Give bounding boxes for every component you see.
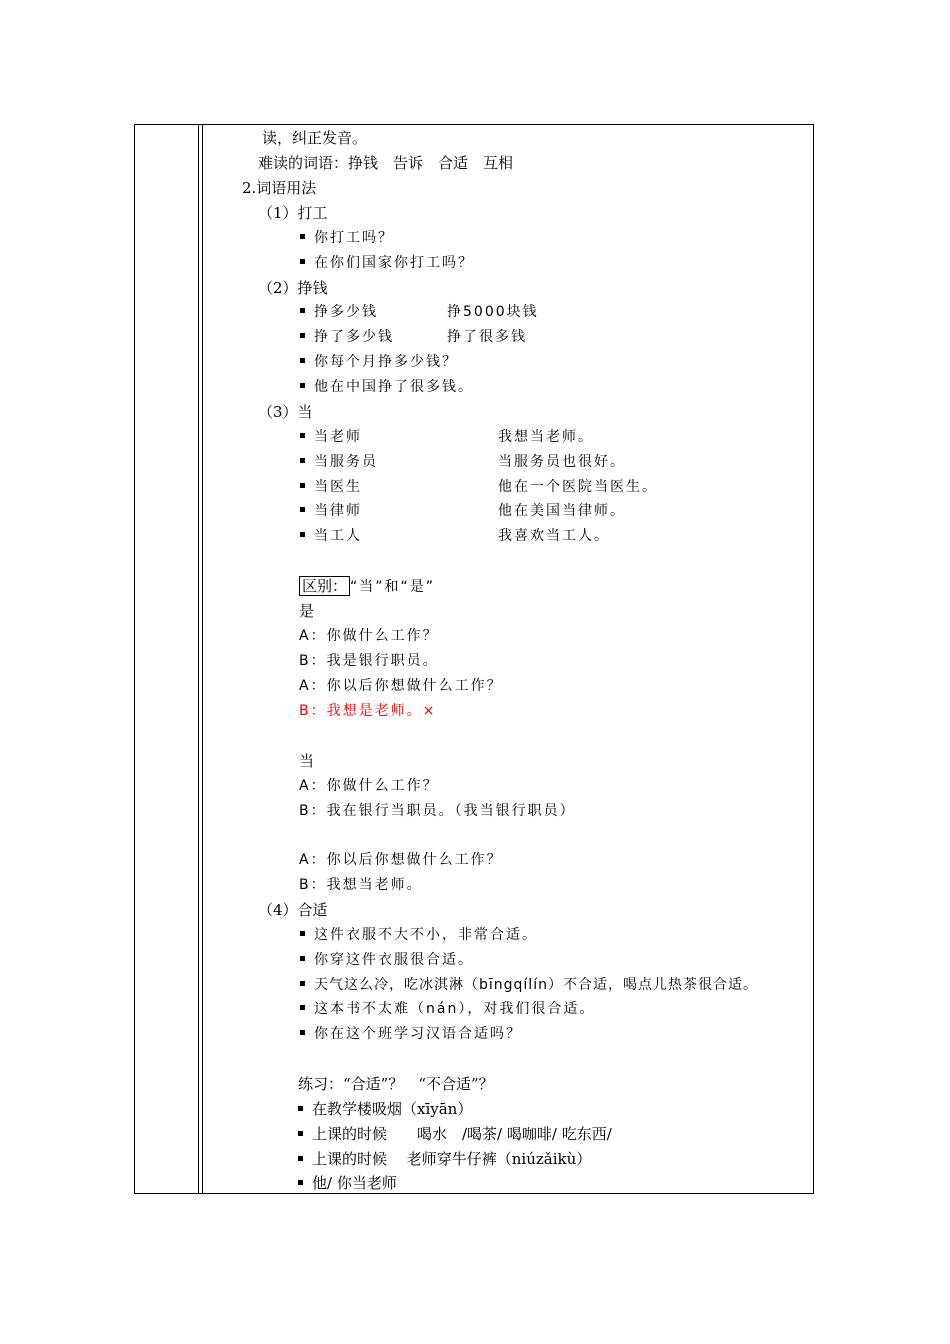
dang-label: 当 bbox=[299, 752, 315, 770]
dialogue-line: A：你以后你想做什么工作？ bbox=[299, 678, 503, 694]
bullet-icon bbox=[300, 333, 305, 338]
list-item: 挣了多少钱 bbox=[300, 327, 394, 347]
column-divider bbox=[198, 124, 199, 1194]
list-item-example: 他在美国当律师。 bbox=[498, 503, 626, 519]
practice-heading: 练习：“合适”？ “不合适”？ bbox=[298, 1075, 494, 1093]
bullet-icon bbox=[300, 507, 305, 512]
bullet-icon bbox=[300, 358, 305, 363]
bullet-icon bbox=[300, 383, 305, 388]
wrong-example: B：我想是老师。× bbox=[299, 703, 437, 719]
bullet-icon bbox=[300, 458, 305, 463]
list-item: 当医生 bbox=[300, 477, 362, 497]
dialogue-line: B：我是银行职员。 bbox=[299, 653, 439, 669]
bullet-icon bbox=[300, 308, 305, 313]
practice-item: 上课的时候 喝水 /喝茶/ 喝咖啡/ 吃东西/ bbox=[298, 1124, 612, 1144]
list-item: 当服务员 bbox=[300, 452, 378, 472]
list-item-example: 我想当老师。 bbox=[498, 429, 594, 445]
practice-item: 他/ 你当老师 bbox=[298, 1173, 397, 1193]
bullet-icon bbox=[300, 1005, 305, 1010]
list-item: 当律师 bbox=[300, 501, 362, 521]
list-item: 这件衣服不大不小，非常合适。 bbox=[300, 925, 538, 945]
bullet-icon bbox=[300, 259, 305, 264]
diff-heading: 区别： “当”和“是” bbox=[299, 576, 435, 597]
intro-line-2: 难读的词语：挣钱 告诉 合适 互相 bbox=[258, 154, 514, 172]
bullet-icon bbox=[298, 1156, 303, 1161]
practice-item: 在教学楼吸烟（xīyān） bbox=[298, 1099, 472, 1119]
bullet-icon bbox=[300, 1030, 305, 1035]
list-item: 当老师 bbox=[300, 427, 362, 447]
bullet-icon bbox=[300, 433, 305, 438]
list-item-example: 当服务员也很好。 bbox=[498, 454, 626, 470]
list-item: 天气这么冷，吃冰淇淋（bīngqílín）不合适，喝点儿热茶很合适。 bbox=[300, 975, 758, 995]
bullet-icon bbox=[300, 532, 305, 537]
section-title: 2.词语用法 bbox=[242, 179, 317, 197]
s2-heading: （2）挣钱 bbox=[258, 279, 328, 297]
list-item: 在你们国家你打工吗？ bbox=[300, 253, 474, 273]
s3-heading: （3）当 bbox=[258, 403, 313, 421]
s4-heading: （4）合适 bbox=[258, 901, 328, 919]
list-item: 挣多少钱 bbox=[300, 302, 378, 322]
intro-line-1: 读，纠正发音。 bbox=[262, 129, 368, 147]
list-item: 你每个月挣多少钱？ bbox=[300, 352, 458, 372]
s1-heading: （1）打工 bbox=[258, 204, 328, 222]
bullet-icon bbox=[298, 1106, 303, 1111]
list-item: 你穿这件衣服很合适。 bbox=[300, 950, 474, 970]
list-item-example: 挣5000块钱 bbox=[447, 304, 539, 320]
bullet-icon bbox=[298, 1131, 303, 1136]
dialogue-line: A：你做什么工作？ bbox=[299, 778, 439, 794]
bullet-icon bbox=[300, 931, 305, 936]
column-divider-inner bbox=[202, 124, 203, 1194]
list-item: 他在中国挣了很多钱。 bbox=[300, 377, 474, 397]
list-item: 你在这个班学习汉语合适吗？ bbox=[300, 1024, 522, 1044]
shi-label: 是 bbox=[299, 602, 315, 620]
bullet-icon bbox=[298, 1180, 303, 1185]
dialogue-line: A：你以后你想做什么工作？ bbox=[299, 852, 503, 868]
bullet-icon bbox=[300, 234, 305, 239]
list-item: 当工人 bbox=[300, 526, 362, 546]
bullet-icon bbox=[300, 483, 305, 488]
dialogue-line: A：你做什么工作？ bbox=[299, 628, 439, 644]
dialogue-line: B：我想当老师。 bbox=[299, 877, 423, 893]
list-item-example: 他在一个医院当医生。 bbox=[498, 479, 658, 495]
list-item: 这本书不太难（nán），对我们很合适。 bbox=[300, 999, 595, 1019]
practice-item: 上课的时候 老师穿牛仔裤（niúzǎikù） bbox=[298, 1149, 591, 1169]
list-item-example: 挣了很多钱 bbox=[447, 329, 527, 345]
bullet-icon bbox=[300, 981, 305, 986]
list-item-example: 我喜欢当工人。 bbox=[498, 528, 610, 544]
diff-box-label: 区别： bbox=[299, 576, 350, 596]
bullet-icon bbox=[300, 956, 305, 961]
dialogue-line: B：我在银行当职员。（我当银行职员） bbox=[299, 803, 576, 819]
list-item: 你打工吗？ bbox=[300, 228, 394, 248]
